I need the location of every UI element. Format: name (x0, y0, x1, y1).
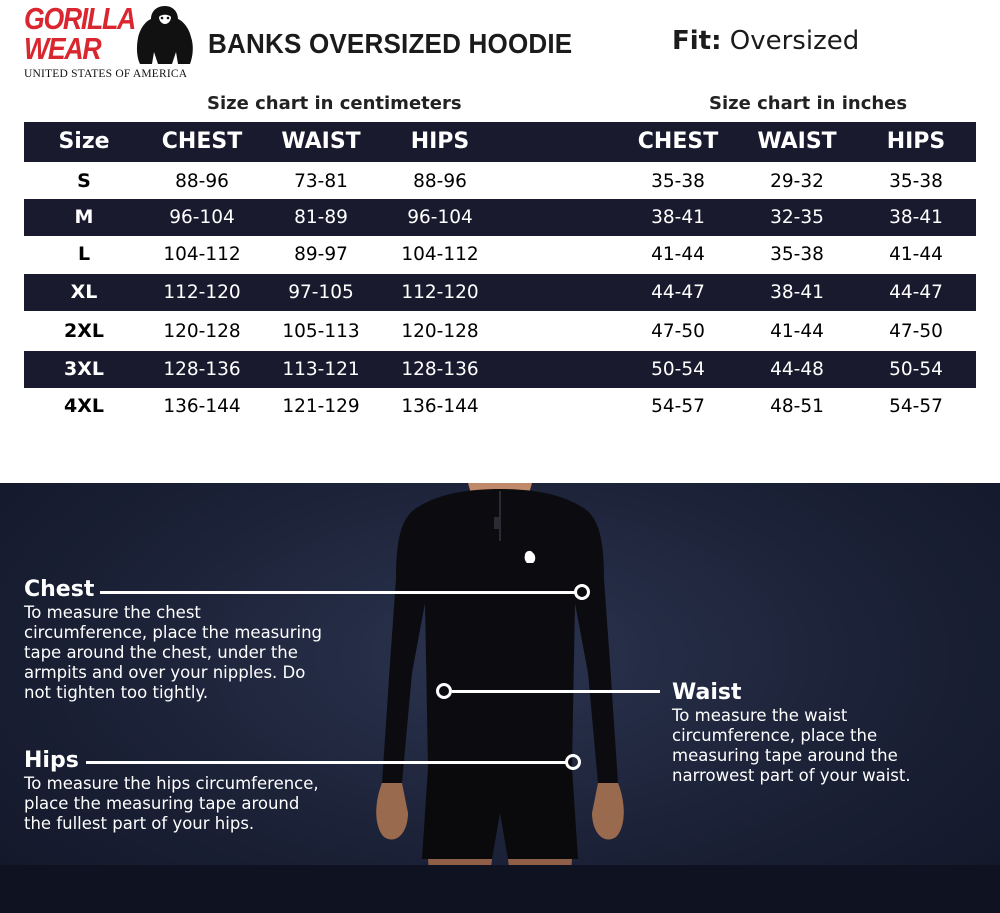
cm-value-cell: 96-104 (169, 207, 235, 228)
hips-measure-line (86, 761, 566, 764)
inch-value-cell: 50-54 (651, 359, 705, 380)
inch-value-cell: 38-41 (651, 207, 705, 228)
cm-value-cell: 113-121 (282, 359, 360, 380)
waist-description: To measure the waist circumference, place the measuring tape around the narrowest part of your waist. (672, 706, 911, 785)
inch-value-cell: 29-32 (770, 171, 824, 192)
hips-title: Hips (24, 748, 79, 773)
header-cm-chest: CHEST (161, 129, 243, 154)
inch-value-cell: 54-57 (651, 396, 705, 417)
cm-value-cell: 105-113 (282, 321, 360, 342)
chest-description: To measure the chest circumference, place the measuring tape around the chest, under the armpits and over your nipples. Do not tighten too tightly. (24, 603, 323, 702)
fit-label (672, 26, 859, 56)
inch-value-cell: 35-38 (770, 244, 824, 265)
cm-value-cell: 104-112 (401, 244, 479, 265)
logo-subtitle: UNITED STATES OF AMERICA (24, 68, 188, 80)
inch-value-cell: 47-50 (651, 321, 705, 342)
cm-value-cell: 89-97 (294, 244, 348, 265)
cm-value-cell: 112-120 (163, 282, 241, 303)
waist-measure-line (452, 690, 660, 693)
header-in-hips: HIPS (886, 129, 946, 154)
header-cm-hips: HIPS (410, 129, 470, 154)
cm-value-cell: 128-136 (401, 359, 479, 380)
logo-line1: GORILLA (24, 1, 135, 36)
cm-value-cell: 120-128 (163, 321, 241, 342)
cm-value-cell: 104-112 (163, 244, 241, 265)
measurement-banner (0, 483, 1000, 913)
waist-title: Waist (672, 680, 742, 705)
inch-value-cell: 44-47 (889, 282, 943, 303)
header-in-chest: CHEST (637, 129, 719, 154)
cm-value-cell: 136-144 (401, 396, 479, 417)
size-cell: XL (70, 281, 98, 303)
logo-wordmark (24, 1, 135, 66)
waist-marker-dot (436, 683, 452, 699)
header-size: Size (58, 129, 110, 154)
size-cell: M (74, 206, 94, 228)
cm-value-cell: 97-105 (288, 282, 354, 303)
chest-title: Chest (24, 577, 95, 602)
size-cell: 4XL (64, 395, 104, 417)
size-cell: L (77, 243, 91, 265)
inch-value-cell: 41-44 (651, 244, 705, 265)
cm-value-cell: 81-89 (294, 207, 348, 228)
inch-value-cell: 32-35 (770, 207, 824, 228)
cm-value-cell: 73-81 (294, 171, 348, 192)
cm-value-cell: 88-96 (175, 171, 229, 192)
cm-value-cell: 88-96 (413, 171, 467, 192)
inch-value-cell: 41-44 (770, 321, 824, 342)
hips-description: To measure the hips circumference, place the measuring tape around the fullest part of your hips. (24, 774, 319, 833)
cm-value-cell: 121-129 (282, 396, 360, 417)
inch-value-cell: 54-57 (889, 396, 943, 417)
inch-value-cell: 44-47 (651, 282, 705, 303)
banner-footer-strip (0, 865, 1000, 913)
size-cell: 3XL (64, 358, 104, 380)
inch-value-cell: 35-38 (651, 171, 705, 192)
cm-value-cell: 128-136 (163, 359, 241, 380)
chest-measure-line (100, 591, 575, 594)
inch-value-cell: 48-51 (770, 396, 824, 417)
hips-marker-dot (565, 754, 581, 770)
product-title: BANKS OVERSIZED HOODIE (208, 28, 573, 59)
brand-logo (24, 1, 196, 82)
size-cell: S (77, 170, 91, 192)
fit-value: Oversized (729, 26, 860, 56)
header-cm-waist: WAIST (281, 129, 361, 154)
inch-value-cell: 38-41 (770, 282, 824, 303)
chest-marker-dot (574, 584, 590, 600)
cm-value-cell: 96-104 (407, 207, 473, 228)
inch-value-cell: 47-50 (889, 321, 943, 342)
cm-table-caption: Size chart in centimeters (207, 93, 462, 114)
header-in-waist: WAIST (757, 129, 837, 154)
cm-value-cell: 120-128 (401, 321, 479, 342)
inch-value-cell: 41-44 (889, 244, 943, 265)
cm-value-cell: 112-120 (401, 282, 479, 303)
cm-value-cell: 136-144 (163, 396, 241, 417)
inch-value-cell: 50-54 (889, 359, 943, 380)
inch-table-caption: Size chart in inches (709, 93, 908, 114)
inch-value-cell: 38-41 (889, 207, 943, 228)
fit-key: Fit: (672, 26, 722, 56)
gorilla-icon (134, 4, 196, 66)
size-cell: 2XL (64, 320, 104, 342)
inch-value-cell: 44-48 (770, 359, 824, 380)
logo-line2: WEAR (24, 31, 101, 66)
inch-value-cell: 35-38 (889, 171, 943, 192)
